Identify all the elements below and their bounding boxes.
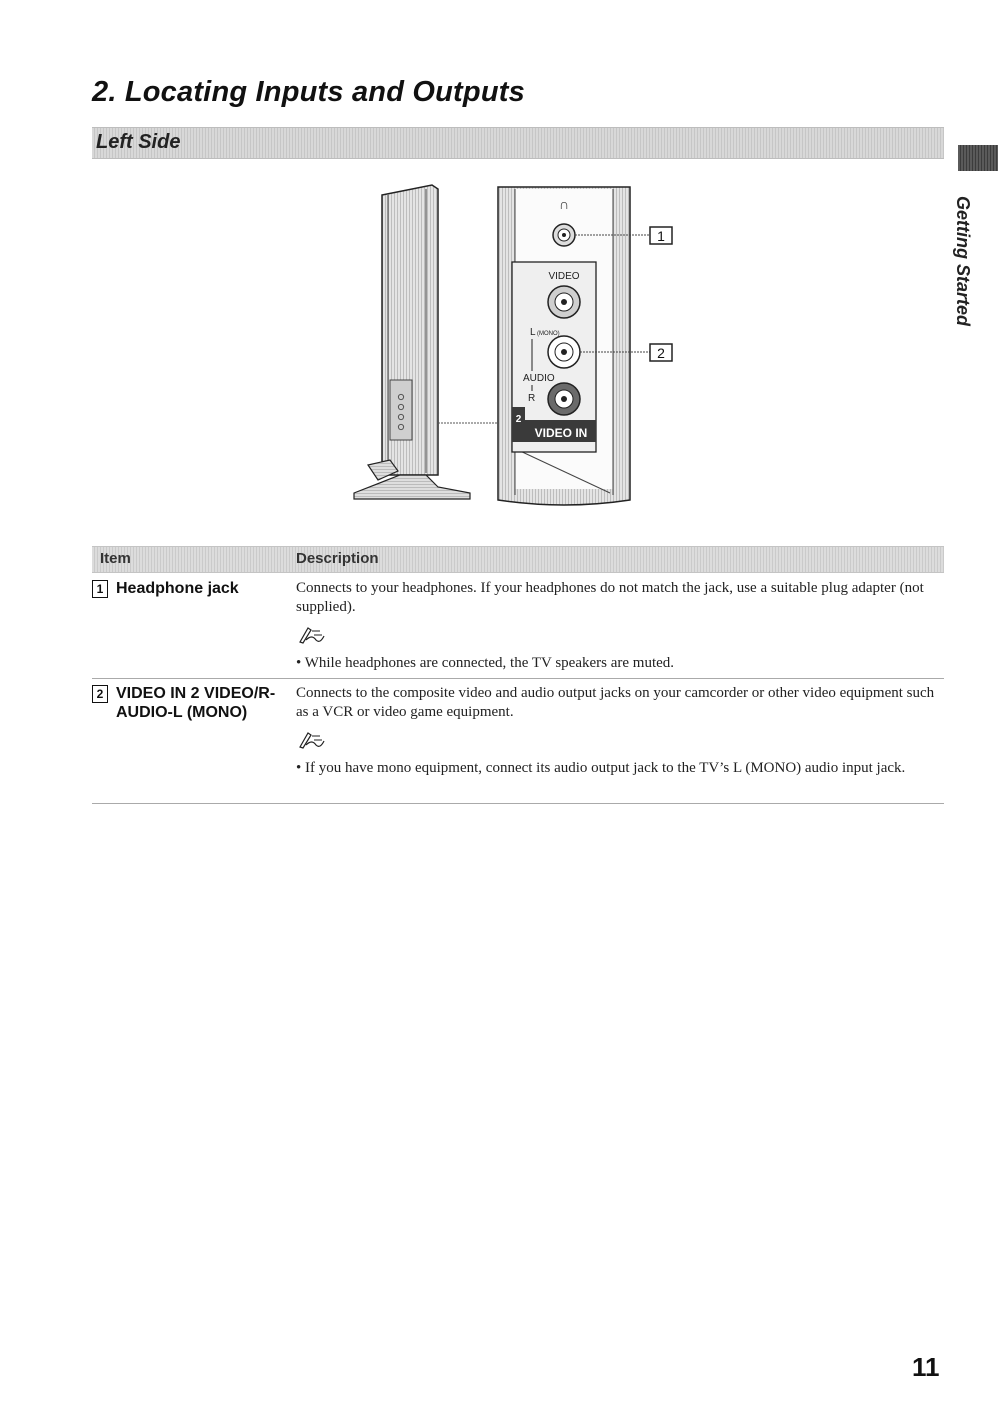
- video-in-label: VIDEO IN: [534, 426, 588, 440]
- section-title: Left Side: [96, 131, 181, 153]
- input-number-label: 2: [515, 414, 522, 425]
- table-row: [92, 579, 944, 675]
- item-number-box: 2: [92, 685, 108, 703]
- item-name: Headphone jack: [116, 580, 239, 597]
- note-text: • If you have mono equipment, connect its audio output jack to the TV’s L (MONO) audio input jack.: [296, 760, 906, 776]
- item-cell: [92, 684, 292, 722]
- header-description: Description: [296, 550, 379, 567]
- r-label: R: [528, 393, 536, 404]
- enlarged-panel-view: [498, 187, 630, 505]
- item-number-box: 1: [92, 580, 108, 598]
- page-number: 11: [912, 1352, 940, 1382]
- side-tab-marker: [958, 145, 998, 171]
- tv-left-side-illustration: [340, 175, 720, 520]
- side-tab-label: Getting Started: [953, 196, 973, 327]
- video-jack-label: VIDEO: [548, 271, 580, 282]
- callout-2: 2: [657, 345, 665, 361]
- row-divider: [92, 678, 944, 679]
- description-cell: [296, 579, 936, 673]
- tv-body: [382, 185, 438, 475]
- header-item: Item: [100, 550, 131, 567]
- callout-1: 1: [657, 228, 665, 244]
- row-divider: [92, 803, 944, 804]
- memo-pen-icon: [298, 729, 326, 749]
- item-name: VIDEO IN 2 VIDEO/R-AUDIO-L (MONO): [116, 685, 276, 721]
- audio-label: AUDIO: [523, 373, 555, 384]
- table-header: [92, 546, 944, 573]
- table-row: [92, 684, 944, 802]
- memo-pen-icon: [298, 624, 326, 644]
- page-title: 2. Locating Inputs and Outputs: [92, 76, 525, 108]
- item-cell: [92, 579, 292, 598]
- headphone-symbol-icon: ∩: [558, 196, 570, 212]
- description-text: Connects to the composite video and audio output jacks on your camcorder or other video equipment such as a VCR or video game equipment.: [296, 685, 935, 720]
- mono-label: (MONO): [537, 331, 560, 337]
- description-text: Connects to your headphones. If your headphones do not match the jack, use a suitable plug adapter (not supplied).: [296, 580, 924, 615]
- note-text: • While headphones are connected, the TV speakers are muted.: [296, 655, 675, 671]
- description-cell: [296, 684, 936, 778]
- l-label: L: [530, 327, 536, 338]
- section-header-bar: [92, 127, 944, 159]
